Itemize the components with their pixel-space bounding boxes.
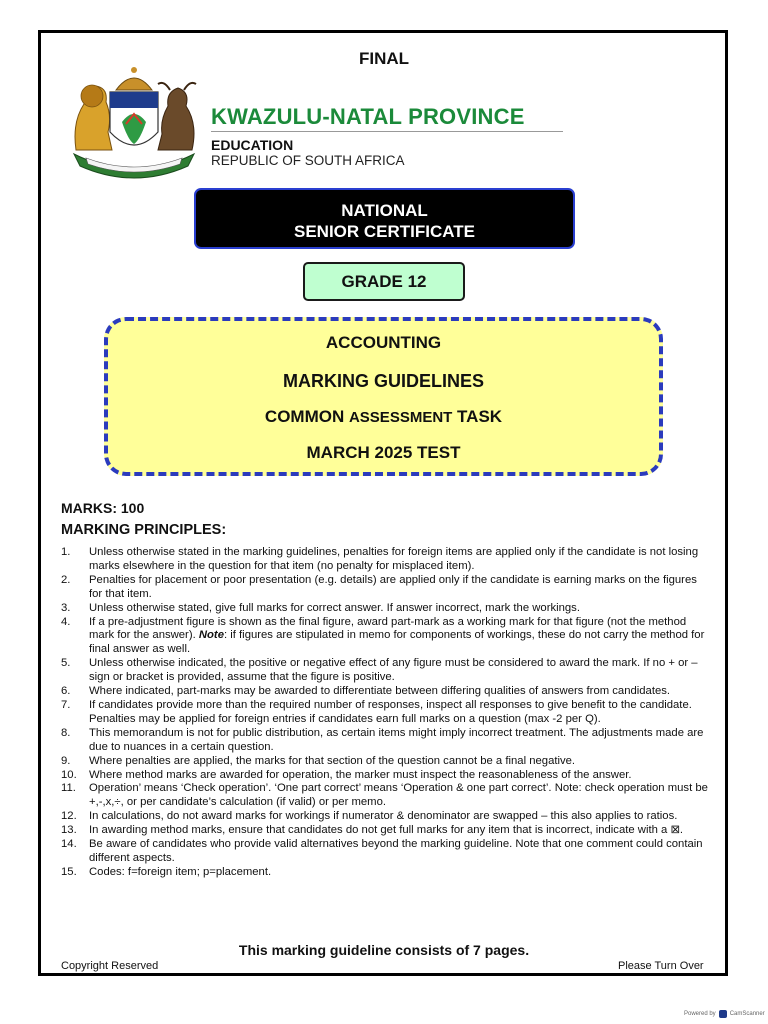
scanner-name: CamScanner <box>729 1011 765 1017</box>
list-item: 11. Operation’ means ‘Check operation’. ‘One part correct’ means ‘Operation & one part correct’. Note: check operation must be +,-,x,÷, or per candidate’s calculation (if valid) or per memo. <box>61 782 708 809</box>
task-prefix: COMMON <box>264 407 349 426</box>
list-item: 1. Unless otherwise stated in the marking guidelines, penalties for foreign items are applied only if the candidate is not losing marks elsewhere in the question for that item (no penalty for misplaced item). <box>61 546 699 572</box>
total-marks: MARKS: 100 <box>61 500 145 516</box>
task-title <box>108 407 659 427</box>
list-item: 8. This memorandum is not for public distribution, as certain items might imply incorrect treatment. The adjustments made are due to nuances in a certain question. <box>61 726 704 753</box>
list-item: 6. Where indicated, part-marks may be awarded to differentiate between differing qualities of answers from candidates. <box>61 685 671 698</box>
coat-of-arms-logo <box>66 62 202 182</box>
list-item: 3. Unless otherwise stated, give full marks for correct answer. If answer incorrect, mark the workings. <box>61 601 580 614</box>
list-item: 2. Penalties for placement or poor presentation (e.g. details) are applied only if the candidate is earning marks on the figures for that item. <box>61 573 697 600</box>
turn-over-label: Please Turn Over <box>618 960 704 972</box>
list-item: 5. Unless otherwise indicated, the positive or negative effect of any figure must be considered to award the mark. If no + or – sign or bracket is provided, assume that the figure is positive. <box>61 657 698 684</box>
list-item: 10. Where method marks are awarded for operation, the marker must inspect the reasonableness of the answer. <box>61 768 632 781</box>
status-label: FINAL <box>358 49 410 68</box>
department-label: EDUCATION <box>211 137 294 153</box>
list-item: 14. Be aware of candidates who provide valid alternatives beyond the marking guideline. Note that one comment could contain different aspects. <box>61 838 703 864</box>
certificate-banner <box>194 188 575 249</box>
subject-box <box>104 317 663 476</box>
list-item: 13. In awarding method marks, ensure that candidates do not get full marks for any item that is incorrect, indicate with a ⊠. <box>61 824 684 837</box>
test-title: MARCH 2025 TEST <box>306 443 461 462</box>
list-item: 4. If a pre-adjustment figure is shown as the final figure, award part-mark as a working mark for that figure (not the method mark for the answer). Note: if figures are stipulated in memo for components of workings, these do not carry the method for final answer as well. <box>61 615 705 656</box>
list-item: 15. Codes: f=foreign item; p=placement. <box>61 865 272 878</box>
list-item: 7. If candidates provide more than the required number of responses, inspect all responses to give benefit to the candidate. Penalties may be applied for foreign entries if candidates earn full marks on a question (max -2 per Q). <box>61 698 692 725</box>
task-mid: ASSESSMENT <box>348 409 453 426</box>
title-divider <box>211 131 563 132</box>
powered-by-label: Powered by <box>684 1011 716 1017</box>
copyright-label: Copyright Reserved <box>61 960 159 972</box>
list-item: 12. In calculations, do not award marks for workings if numerator & denominator are swapped – this also applies to ratios. <box>61 810 678 823</box>
list-item: 9. Where penalties are applied, the marks for that section of the question cannot be a final negative. <box>61 754 576 767</box>
certificate-line-2: SENIOR CERTIFICATE <box>293 222 476 241</box>
subject-title: ACCOUNTING <box>325 333 442 352</box>
grade-badge: GRADE 12 <box>303 262 465 301</box>
province-title: KWAZULU-NATAL PROVINCE <box>211 104 525 129</box>
task-suffix: TASK <box>452 407 503 426</box>
page-count-note: This marking guideline consists of 7 pages. <box>238 942 530 958</box>
certificate-line-1: NATIONAL <box>341 201 428 220</box>
principles-list <box>61 546 711 880</box>
camscanner-icon <box>719 1010 727 1018</box>
document-type: MARKING GUIDELINES <box>282 371 484 391</box>
scanner-watermark <box>684 1010 765 1018</box>
principles-heading: MARKING PRINCIPLES: <box>61 522 227 538</box>
country-label: REPUBLIC OF SOUTH AFRICA <box>211 153 405 168</box>
